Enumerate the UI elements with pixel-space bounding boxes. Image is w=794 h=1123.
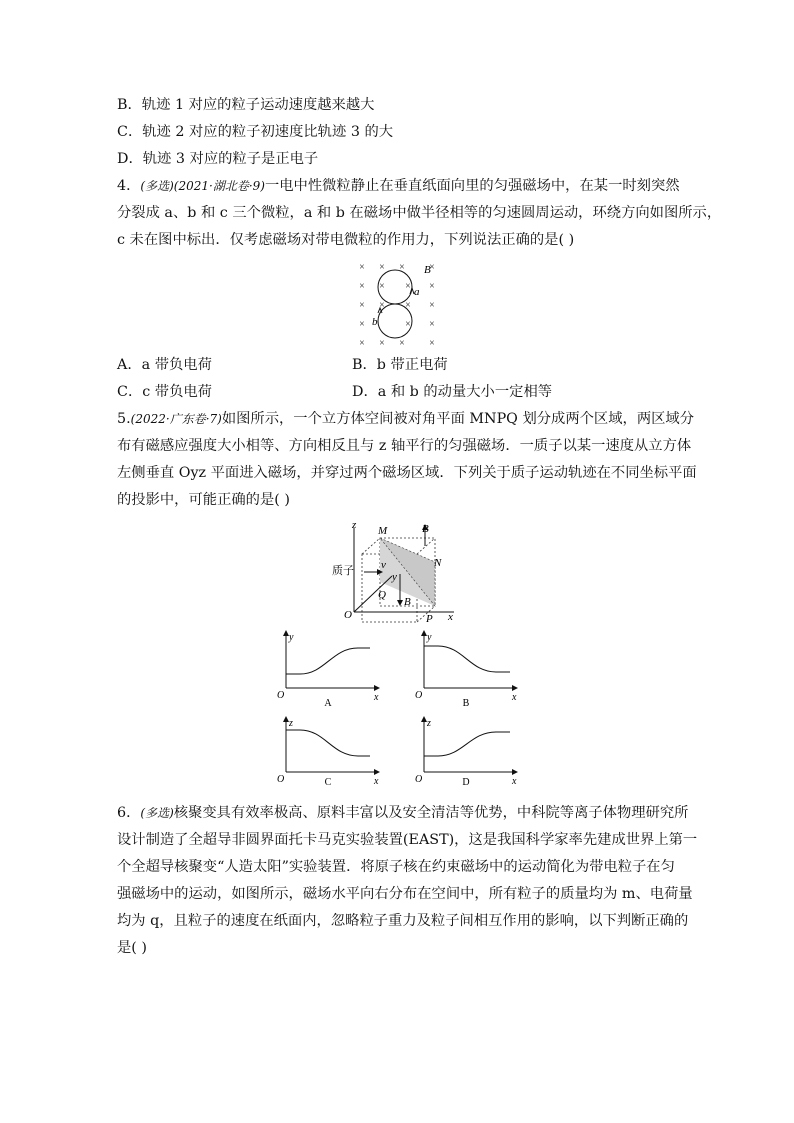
svg-text:y: y (289, 632, 294, 643)
q4-number: 4． (117, 178, 141, 194)
q6-stem-1: 核聚变具有效率极高、原料丰富以及安全清洁等优势，中科院等离子体物理研究所 (173, 805, 689, 821)
cube-label-Q: Q (378, 589, 386, 601)
q6-line-4: 强磁场中的运动，如图所示，磁场水平向右分布在空间中，所有粒子的质量均为 m、电荷量 (117, 886, 693, 902)
cube-label-proton: 质子 (332, 565, 354, 577)
cube-label-z: z (352, 519, 357, 531)
graph-c (277, 716, 380, 788)
q6-tag: (多选) (140, 806, 174, 820)
q5-cube-figure (330, 518, 470, 628)
graph-c-label: C (324, 777, 332, 788)
svg-text:×: × (405, 300, 411, 311)
q4-line-1 (117, 176, 680, 196)
svg-text:×: × (429, 300, 435, 311)
q4-option-a: A．a 带负电荷 (117, 357, 212, 373)
b-down-arrow (397, 600, 403, 606)
q5-line-3: 左侧垂直 Oyz 平面进入磁场，并穿过两个磁场区域．下列关于质子运动轨迹在不同坐标平面 (117, 465, 697, 481)
cube-label-B-top: B (422, 523, 429, 535)
q5-stem-1: 如图所示，一个立方体空间被对角平面 MNPQ 划分成两个区域，两区域分 (221, 411, 695, 427)
q3-option-b: B．轨迹 1 对应的粒子运动速度越来越大 (117, 97, 375, 113)
svg-text:O: O (277, 690, 285, 701)
label-B: B (424, 264, 431, 276)
svg-text:×: × (379, 262, 385, 273)
svg-text:O: O (415, 690, 423, 701)
q4-tag: (多选) (140, 179, 174, 193)
svg-text:x: x (374, 692, 379, 703)
graph-a-label: A (324, 698, 332, 709)
label-a: a (414, 286, 420, 298)
q4-option-c: C．c 带负电荷 (117, 384, 212, 400)
svg-text:×: × (399, 338, 405, 349)
svg-text:×: × (359, 300, 365, 311)
q6-line-2: 设计制造了全超导非圆界面托卡马克实验装置(EAST)，这是我国科学家率先建成世界上第一 (117, 832, 698, 848)
svg-text:×: × (359, 262, 365, 273)
q4-source: (2021·湖北卷·9) (173, 179, 265, 193)
svg-text:z: z (289, 718, 293, 729)
svg-text:×: × (359, 281, 365, 292)
svg-text:×: × (429, 319, 435, 330)
q5-source: (2022·广东卷·7) (130, 412, 222, 426)
q6-line-1 (117, 803, 688, 823)
svg-text:×: × (405, 281, 411, 292)
svg-text:O: O (277, 774, 285, 785)
svg-text:y: y (427, 632, 432, 643)
svg-text:×: × (379, 300, 385, 311)
q5-line-1 (117, 409, 694, 429)
cube-label-B-bottom: B (404, 596, 411, 608)
svg-text:x: x (374, 776, 379, 787)
q6-number: 6． (117, 805, 141, 821)
q5-line-4: 的投影中，可能正确的是( ) (117, 492, 290, 508)
q6-line-6: 是( ) (117, 940, 147, 956)
q6-line-5: 均为 q，且粒子的速度在纸面内，忽略粒子重力及粒子间相互作用的影响，以下判断正确的 (117, 913, 689, 929)
svg-text:×: × (379, 338, 385, 349)
cube-label-v: v (381, 559, 386, 571)
cube-label-y: y (392, 571, 397, 583)
svg-text:×: × (405, 319, 411, 330)
q5-line-2: 布有磁感应强度大小相等、方向相反且与 z 轴平行的匀强磁场．一质子以某一速度从立方体 (117, 438, 692, 454)
q4-stem-1: 一电中性微粒静止在垂直纸面向里的匀强磁场中，在某一时刻突然 (264, 178, 680, 194)
q3-option-c: C．轨迹 2 对应的粒子初速度比轨迹 3 的大 (117, 124, 394, 140)
svg-text:×: × (379, 281, 385, 292)
svg-text:×: × (429, 281, 435, 292)
svg-text:x: x (512, 776, 517, 787)
label-b: b (372, 316, 378, 328)
q4-option-b: B．b 带正电荷 (352, 357, 448, 373)
cube-label-P: P (426, 613, 433, 625)
cube-label-O: O (344, 609, 352, 621)
q4-line-2: 分裂成 a、b 和 c 三个微粒，a 和 b 在磁场中做半径相等的匀速圆周运动，环绕方向如图所示， (117, 205, 722, 221)
svg-text:z: z (427, 718, 431, 729)
q4-figure (350, 258, 445, 350)
svg-text:×: × (399, 262, 405, 273)
svg-text:×: × (429, 338, 435, 349)
svg-text:x: x (512, 692, 517, 703)
graph-b-label: B (462, 698, 470, 709)
cube-label-x: x (448, 611, 453, 623)
cube-label-M: M (378, 525, 388, 537)
graph-d (415, 716, 518, 788)
q4-line-3: c 未在图中标出．仅考虑磁场对带电微粒的作用力，下列说法正确的是( ) (117, 232, 575, 248)
q4-option-d: D．a 和 b 的动量大小一定相等 (352, 384, 553, 400)
q5-projection-graphs (270, 628, 530, 788)
graph-a (277, 630, 380, 709)
svg-text:×: × (359, 319, 365, 330)
svg-text:×: × (359, 338, 365, 349)
svg-text:O: O (415, 774, 423, 785)
graph-b (415, 630, 518, 709)
svg-text:×: × (429, 262, 435, 273)
q6-line-3: 个全超导核聚变“人造太阳”实验装置．将原子核在约束磁场中的运动简化为带电粒子在匀 (117, 859, 675, 875)
q5-number: 5. (117, 411, 131, 427)
cube-label-N: N (434, 557, 442, 569)
q3-option-d: D．轨迹 3 对应的粒子是正电子 (117, 151, 319, 167)
graph-d-label: D (462, 777, 470, 788)
y-axis (354, 576, 392, 612)
